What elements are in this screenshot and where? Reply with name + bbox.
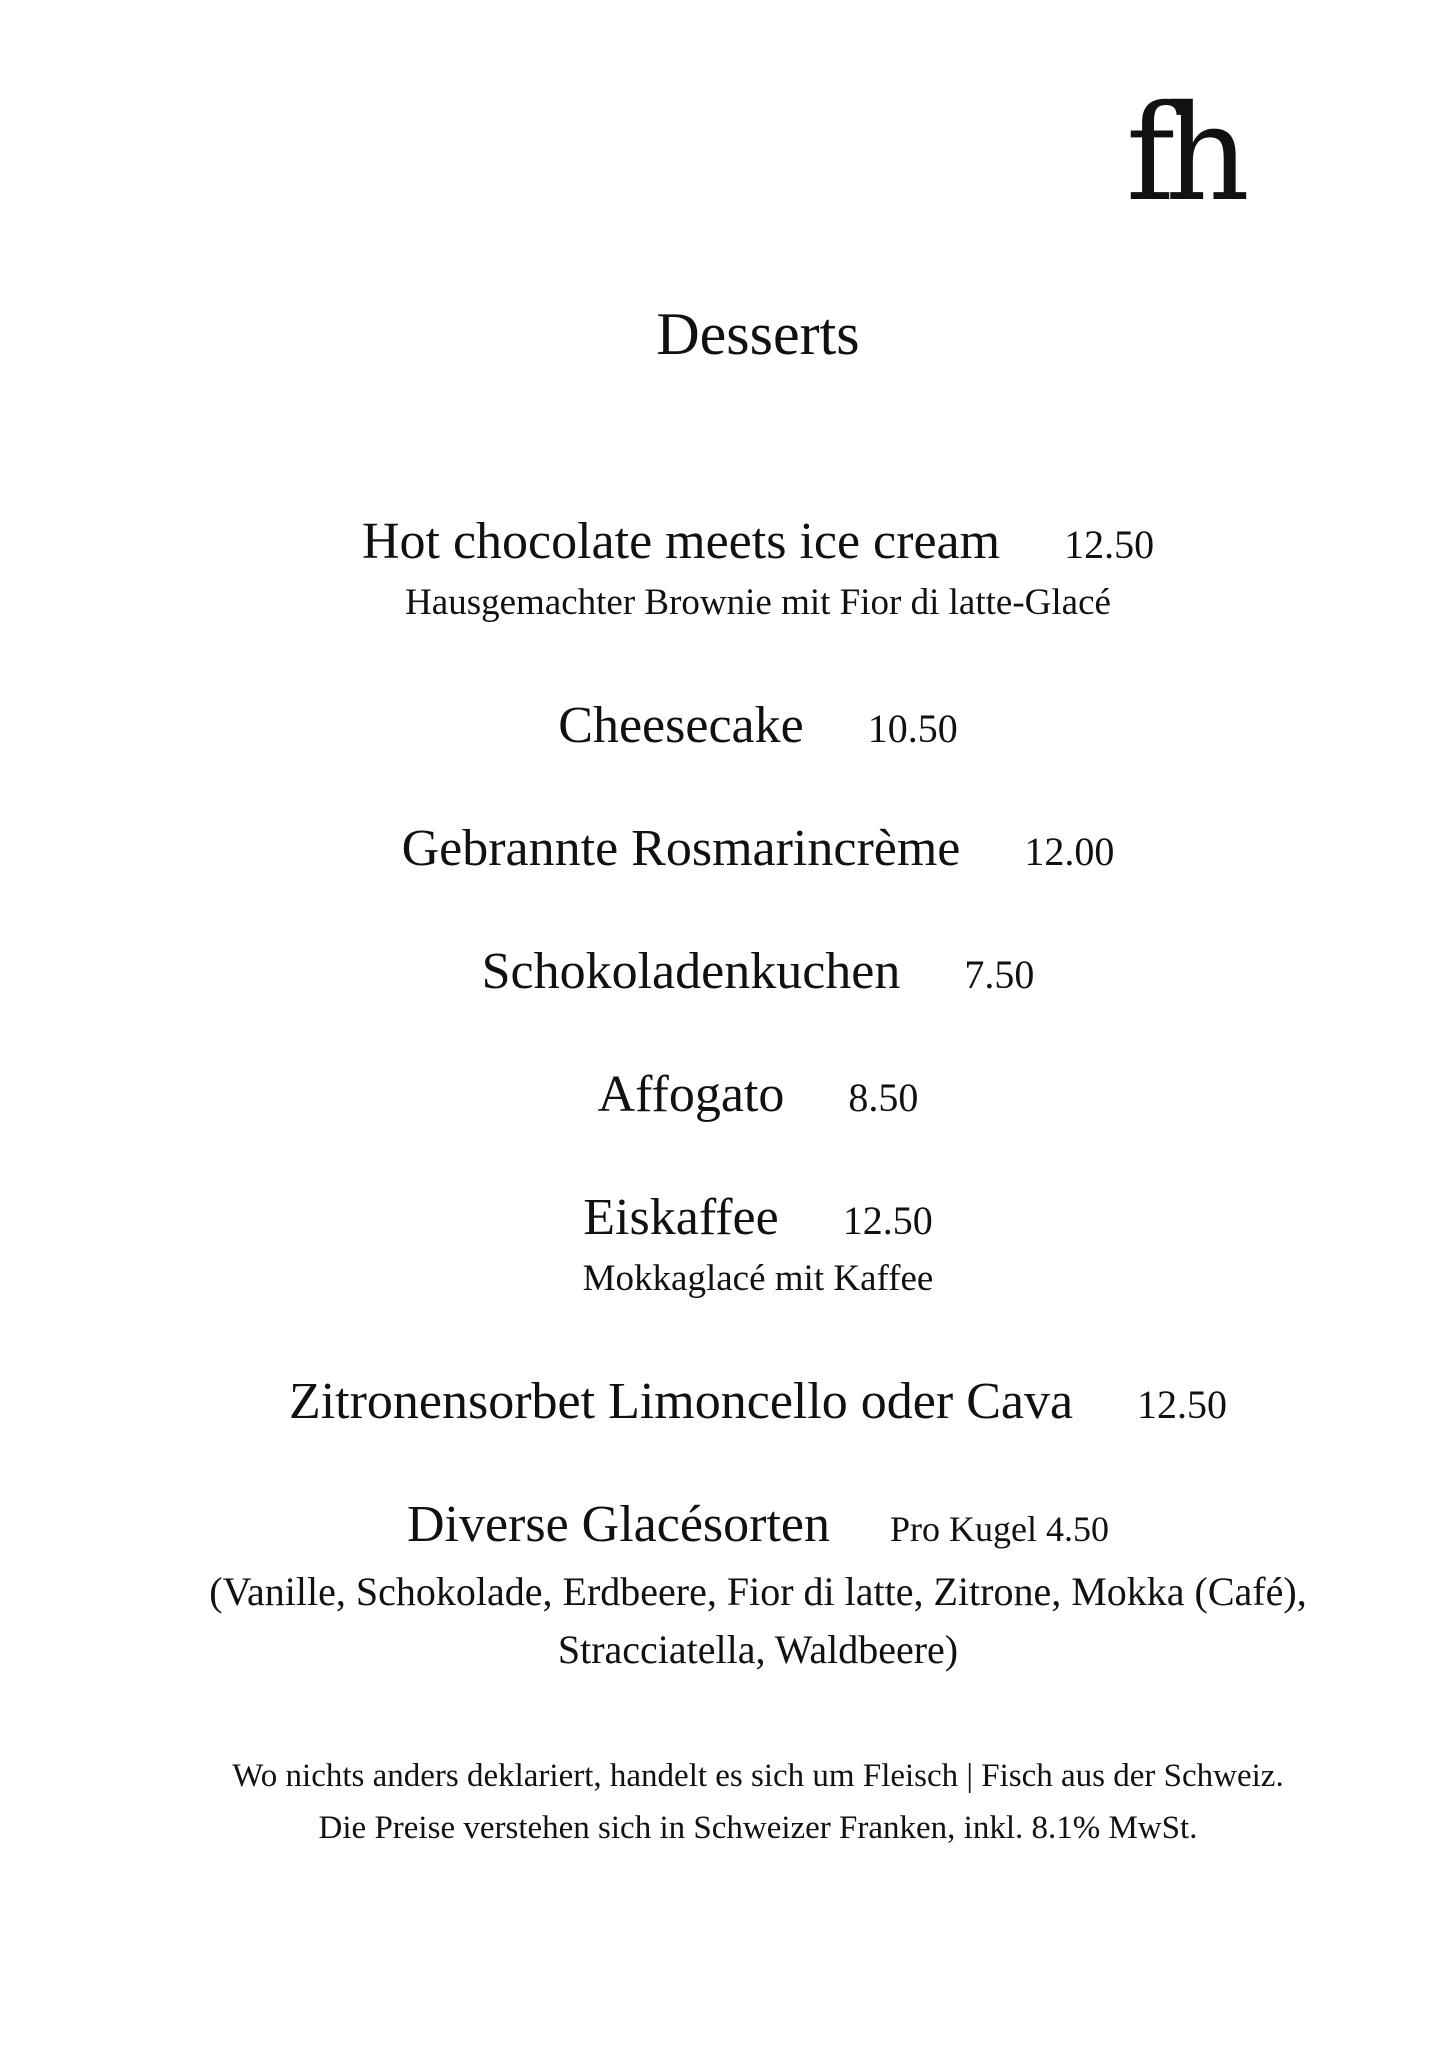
menu-item-gebrannte-rosmarincreme <box>0 817 1454 881</box>
price-note: Die Preise verstehen sich in Schweizer Franken, inkl. 8.1% MwSt. <box>318 1810 1198 1846</box>
menu-footer <box>0 1750 1454 1854</box>
dessert-menu-list <box>0 510 1454 1679</box>
menu-item-affogato <box>0 1063 1454 1127</box>
menu-item-name: Affogato <box>597 1066 785 1123</box>
menu-item-price: 10.50 <box>867 706 958 751</box>
menu-item-zitronensorbet <box>0 1370 1454 1434</box>
menu-item-price: 7.50 <box>964 952 1035 997</box>
menu-item-price: 8.50 <box>848 1075 919 1120</box>
menu-item-description: (Vanille, Schokolade, Erdbeere, Fior di latte, Zitrone, Mokka (Café), Stracciatella, Waldbeere) <box>209 1569 1307 1672</box>
menu-item-name: Zitronensorbet Limoncello oder Cava <box>288 1373 1074 1430</box>
menu-item-price: 12.50 <box>842 1198 933 1243</box>
menu-item-diverse-glacesorten <box>0 1493 1454 1679</box>
menu-item-name: Cheesecake <box>558 697 804 754</box>
menu-item-description: Mokkaglacé mit Kaffee <box>582 1258 934 1299</box>
menu-item-name: Hot chocolate meets ice cream <box>361 513 1001 570</box>
menu-item-cheesecake <box>0 694 1454 758</box>
menu-item-description: Hausgemachter Brownie mit Fior di latte-Glacé <box>405 582 1111 623</box>
restaurant-logo: fh <box>1126 77 1240 231</box>
menu-item-name: Gebrannte Rosmarincrème <box>401 820 961 877</box>
menu-item-name: Schokoladenkuchen <box>481 943 901 1000</box>
menu-item-price: 12.50 <box>1064 522 1155 567</box>
menu-item-name: Eiskaffee <box>583 1189 779 1246</box>
menu-item-price: 12.50 <box>1137 1382 1228 1427</box>
menu-item-price: 12.00 <box>1024 829 1115 874</box>
menu-item-name: Diverse Glacésorten <box>406 1496 831 1553</box>
menu-item-price: Pro Kugel 4.50 <box>890 1509 1110 1549</box>
page-title: Desserts <box>656 301 860 367</box>
origin-note: Wo nichts anders deklariert, handelt es sich um Fleisch | Fisch aus der Schweiz. <box>232 1758 1284 1794</box>
menu-item-hot-chocolate-meets-ice-cream <box>0 510 1454 630</box>
menu-item-eiskaffee <box>0 1186 1454 1306</box>
menu-item-schokoladenkuchen <box>0 940 1454 1004</box>
